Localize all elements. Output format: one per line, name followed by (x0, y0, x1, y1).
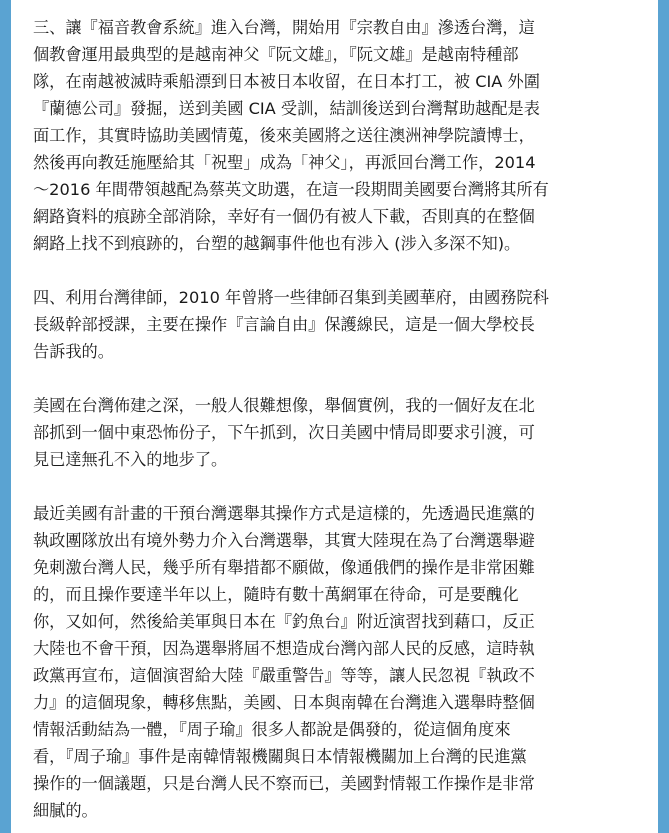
text-line: 網路資料的痕跡全部消除，幸好有一個仍有被人下載，否則真的在整個 (33, 207, 535, 226)
text-line: 細膩的。 (33, 801, 98, 820)
text-line: 見已達無孔不入的地步了。 (33, 450, 228, 469)
text-line: 告訴我的。 (33, 342, 114, 361)
text-line: 個教會運用最典型的是越南神父『阮文雄』，『阮文雄』是越南特種部 (33, 45, 519, 64)
paragraph-four (33, 284, 638, 365)
text-line: 你，又如何，然後給美軍與日本在『釣魚台』附近演習找到藉口，反正 (33, 612, 535, 631)
text-line: 三、讓『福音教會系統』進入台灣，開始用『宗教自由』滲透台灣，這 (33, 18, 535, 37)
text-line: 美國在台灣佈建之深，一般人很難想像，舉個實例，我的一個好友在北 (33, 396, 535, 415)
text-line: 情報活動結為一體，『周子瑜』很多人都說是偶發的，從這個角度來 (33, 720, 511, 739)
paragraph-election (33, 500, 638, 824)
text-line: 大陸也不會干預，因為選舉將屆不想造成台灣內部人民的反感，這時執 (33, 639, 535, 658)
text-line: 最近美國有計畫的干預台灣選舉其操作方式是這樣的，先透過民進黨的 (33, 504, 535, 523)
text-line: 部抓到一個中東恐怖份子，下午抓到，次日美國中情局即要求引渡，可 (33, 423, 535, 442)
text-line: 四、利用台灣律師，2010 年曾將一些律師召集到美國華府，由國務院科 (33, 288, 549, 307)
text-line: 看，『周子瑜』事件是南韓情報機關與日本情報機關加上台灣的民進黨 (33, 747, 527, 766)
text-line: 執政團隊放出有境外勢力介入台灣選舉，其實大陸現在為了台灣選舉避 (33, 531, 535, 550)
paragraph-three (33, 14, 638, 257)
text-line: 操作的一個議題，只是台灣人民不察而已，美國對情報工作操作是非常 (33, 774, 535, 793)
text-line: 面工作，其實時協助美國情蒐，後來美國將之送往澳洲神學院讀博士， (33, 126, 535, 145)
text-line: 網路上找不到痕跡的，台塑的越鋼事件他也有涉入 (涉入多深不知)。 (33, 234, 521, 253)
text-line: 的，而且操作要達半年以上，隨時有數十萬網軍在待命，可是要醜化 (33, 585, 519, 604)
text-line: 長級幹部授課，主要在操作『言論自由』保護線民，這是一個大學校長 (33, 315, 535, 334)
text-line: 免刺激台灣人民，幾乎所有舉措都不願做，像通俄們的操作是非常困難 (33, 558, 535, 577)
text-line: 然後再向教廷施壓給其「祝聖」成為「神父」，再派回台灣工作，2014 (33, 153, 536, 172)
text-line: 政黨再宣布，這個演習給大陸『嚴重警告』等等，讓人民忽視『執政不 (33, 666, 535, 685)
paragraph-deployment (33, 392, 638, 473)
document-page (11, 0, 658, 833)
text-line: 隊，在南越被滅時乘船漂到日本被日本收留，在日本打工，被 CIA 外圍 (33, 72, 540, 91)
text-line: ～2016 年間帶領越配為蔡英文助選，在這一段期間美國要台灣將其所有 (33, 180, 549, 199)
text-line: 力』的這個現象，轉移焦點，美國、日本與南韓在台灣進入選舉時整個 (33, 693, 535, 712)
text-line: 『蘭德公司』發掘，送到美國 CIA 受訓，結訓後送到台灣幫助越配是表 (33, 99, 540, 118)
